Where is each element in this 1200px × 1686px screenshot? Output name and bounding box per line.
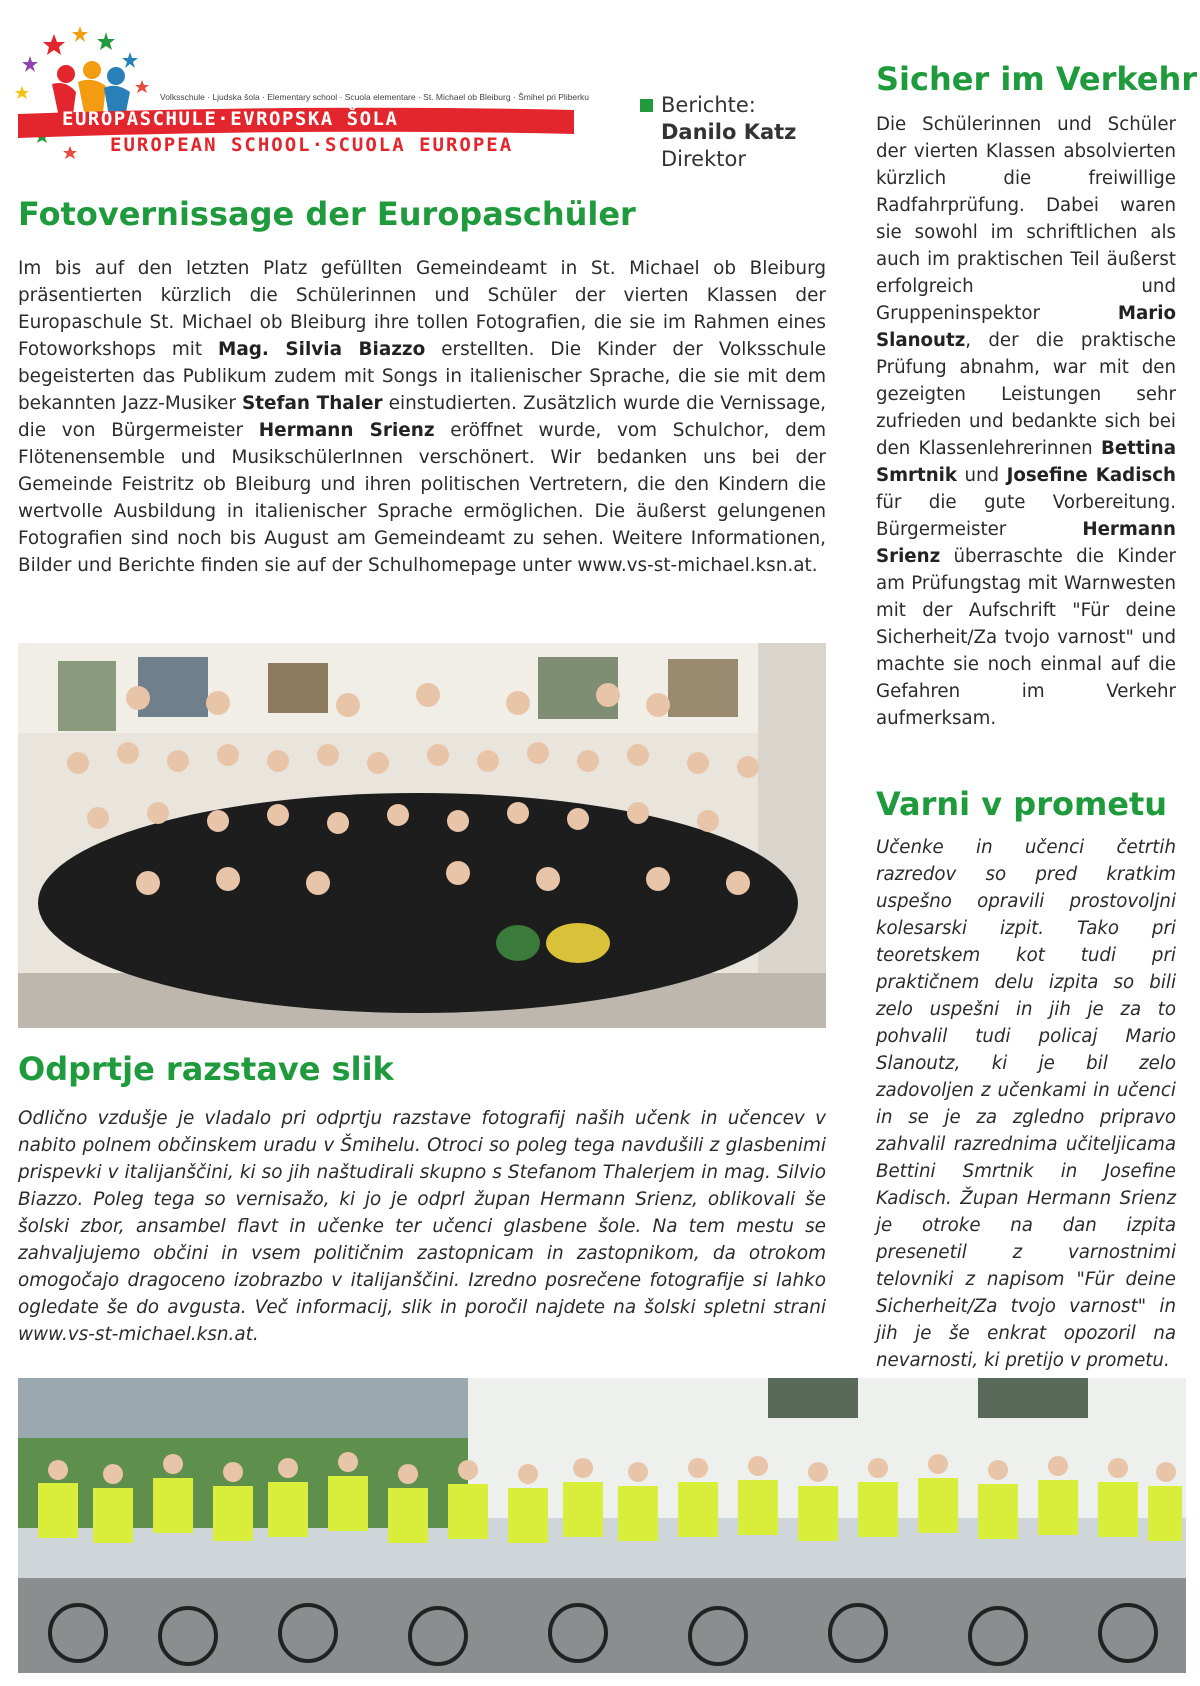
school-logo [14, 22, 589, 172]
byline [640, 92, 796, 173]
green-square-icon [640, 99, 653, 112]
article-sl-body: Odlično vzdušje je vladalo pri odprtju razstave fotografij naših učenk in učencev v nabito polnem občinskem uradu v Šmihelu. Otroci so poleg tega navdušili z glasbenimi prispevki v italijanščini, ki so jih naštudirali skupno s Stefanom Thalerjem in mag. Silvio Biazzo. Poleg tega so vernisažo, ki jo je odprl župan Hermann Srienz, oblikovali še šolski zbor, ansambel flavt in učenke ter učenci glasbene šole. Na tem mestu se zahvaljujemo občini in vsem političnim zastopnicam in zastopnikom, da otrokom omogočajo dragoceno izobrazbo v italijanščini. Izredno posrečene fotografije si lahko ogledate še do avgusta. Več informacij, slik in poročil najdete na šolski spletni strani www.vs-st-michael.ksn.at. [18, 1108, 826, 1345]
group-photo [18, 643, 826, 1028]
byline-label: Berichte: [661, 93, 756, 117]
logo-line-1: EUROPASCHULE·EVROPSKA ŠOLA [62, 108, 399, 130]
traffic-sl-title: Varni v prometu [876, 785, 1168, 823]
byline-name: Danilo Katz [661, 120, 797, 144]
byline-role: Direktor [661, 147, 746, 171]
traffic-sl-body: Učenke in učenci četrtih razredov so pred kratkim uspešno opravili prostovoljni kolesarski izpit. Tako pri teoretskem kot tudi pri praktičnem delu izpita so bili zelo uspešni in jih je za to pohvalil tudi policaj Mario Slanoutz, ki je bil zelo zadovoljen z učenkami in učenci in se je za zgledno pripravo zahvalil razrednima učiteljicama Bettini Smrtnik in Josefine Kadisch. Župan Hermann Srienz je otroke na dan izpita presenetil z varnostnimi telovniki z napisom "Für deine Sicherheit/Za tvojo varnost" in jih je še enkrat opozoril na nevarnosti, ki pretijo v prometu. [876, 837, 1176, 1371]
cyclists-photo [18, 1378, 1186, 1673]
article-de-title: Fotovernissage der Europaschüler [18, 195, 636, 233]
traffic-de-title: Sicher im Verkehr [876, 60, 1198, 98]
traffic-de-body: Die Schülerinnen und Schüler der vierten Klassen absolvierten kürzlich die freiwillige Radfahrprüfung. Dabei waren sie sowohl im schriftlichen als auch im praktischen Teil äußerst erfolgreich und Gruppeninspektor Mario Slanoutz, der die praktische Prüfung abnahm, war mit den gezeigten Leistungen sehr zufrieden und bedankte sich bei den Klassenlehrerinnen Bettina Smrtnik und Josefine Kadisch für die gute Vorbereitung. Bürgermeister Hermann Srienz überraschte die Kinder am Prüfungstag mit Warnwesten mit der Aufschrift "Für deine Sicherheit/Za tvojo varnost" und machte sie noch einmal auf die Gefahren im Verkehr aufmerksam. [876, 114, 1176, 729]
article-de-body: Im bis auf den letzten Platz gefüllten Gemeindeamt in St. Michael ob Bleiburg präsentierten kürzlich die Schülerinnen und Schüler der vierten Klassen der Europaschule St. Michael ob Bleiburg ihre tollen Fotografien, die sie im Rahmen eines Fotoworkshops mit Mag. Silvia Biazzo erstellten. Die Kinder der Volksschule begeisterten das Publikum zudem mit Songs in italienischer Sprache, die sie mit dem bekannten Jazz-Musiker Stefan Thaler einstudierten. Zusätzlich wurde die Vernissage, die von Bürgermeister Hermann Srienz eröffnet wurde, vom Schulchor, dem Flötenensemble und MusikschülerInnen verschönert. Wir bedanken uns bei der Gemeinde Feistritz ob Bleiburg und ihren politischen Vertretern, die den Kindern die wertvolle Ausbildung in italienischer Sprache ermöglichen. Die äußerst gelungenen Fotografien sind noch bis August am Gemeindeamt zu sehen. Weitere Informationen, Bilder und Berichte finden sie auf der Schulhomepage unter www.vs-st-michael.ksn.at. [18, 258, 827, 576]
article-sl-title: Odprtje razstave slik [18, 1050, 394, 1088]
logo-line-2: EUROPEAN SCHOOL·SCUOLA EUROPEA [110, 134, 514, 156]
logo-tagline: Volksschule · Ljudska šola · Elementary school · Scuola elementare · St. Michael ob Bleiburg · Šmihel pri Pliberku [160, 92, 589, 102]
